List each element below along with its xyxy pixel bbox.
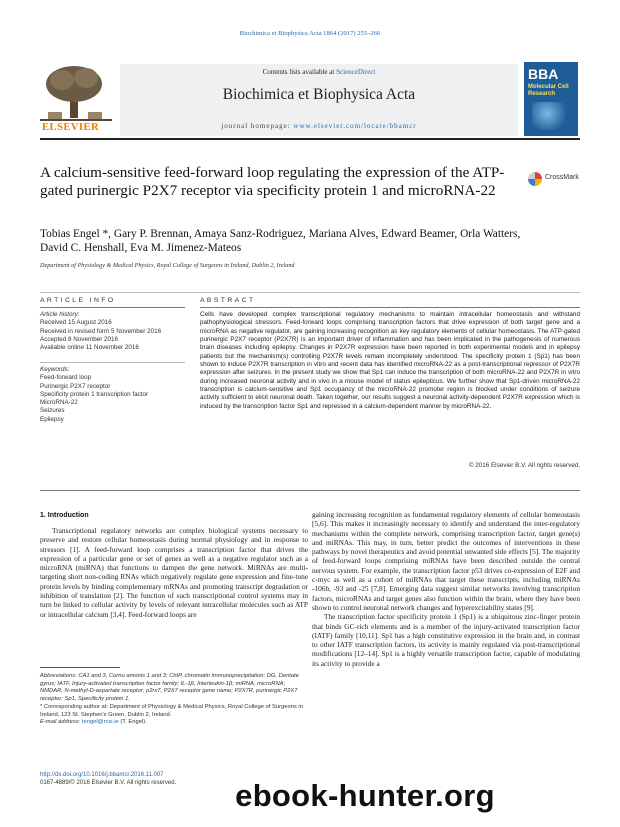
contents-line bbox=[120, 68, 518, 76]
affiliation-divider bbox=[40, 292, 580, 293]
keyword-item: Seizures bbox=[40, 407, 65, 415]
homepage-prefix: journal homepage: bbox=[221, 122, 294, 130]
journal-homepage bbox=[120, 122, 518, 130]
masthead-divider bbox=[40, 138, 580, 140]
cover-title: BBA bbox=[528, 66, 559, 82]
keyword-item: Feed-forward loop bbox=[40, 374, 92, 382]
corresponding-author-footnote: * Corresponding author at: Department of Physiology & Medical Physics, Royal College of Surgeons in Ireland, 123 St. Stephen's Green, Dublin 2, Ireland. bbox=[40, 703, 303, 718]
email-footnote bbox=[40, 719, 308, 727]
article-title: A calcium-sensitive feed-forward loop regulating the expression of the ATP-gated purinergic P2X7 receptor via specificity protein 1 and microRNA-22 bbox=[40, 164, 505, 199]
section-heading-introduction: 1. Introduction bbox=[40, 512, 89, 519]
journal-cover-thumbnail bbox=[524, 62, 578, 136]
email-link[interactable]: tengel@rcsi.ie bbox=[81, 719, 119, 726]
journal-title: Biochimica et Biophysica Acta bbox=[222, 86, 416, 103]
article-history bbox=[40, 311, 190, 352]
keyword-item: Specificity protein 1 transcription factor bbox=[40, 390, 149, 398]
footnote-rule bbox=[40, 667, 120, 668]
email-label: E-mail address: bbox=[40, 719, 82, 726]
authors-line-2: David C. Henshall, Eva M. Jimenez-Mateos bbox=[40, 242, 242, 254]
doi-link[interactable]: http://dx.doi.org/10.1016/j.bbamcr.2016.11.007 bbox=[40, 772, 164, 778]
crossmark-label: CrossMark bbox=[545, 174, 579, 181]
history-revised: Received in revised form 5 November 2016 bbox=[40, 327, 162, 335]
history-online: Available online 11 November 2016 bbox=[40, 344, 139, 352]
keywords-label: Keywords: bbox=[40, 366, 70, 373]
abstract-rule bbox=[200, 307, 580, 308]
authors-line-1: Tobias Engel *, Gary P. Brennan, Amaya Sanz-Rodriguez, Mariana Alves, Edward Beamer, Orla Watters, bbox=[40, 228, 521, 240]
cover-artwork bbox=[532, 102, 570, 130]
keyword-item: Epilepsy bbox=[40, 415, 64, 423]
intro-paragraph: gaining increasing recognition as fundamental regulatory elements of cellular homeostasis [5,6]. This makes it increasingly necessary to identify and understand the inter-regulatory mechanisms within the complete network, comprising transcription factor, target gene(s) and miRNAs. This may, in turn, better predict the outcomes of interventions in these pathways by novel therapeutics and avoid potential unwanted side effects [5]. The majority of feed-forward loops comprising miRNAs have been described outside the central nervous system. For example, the transcription factor p53 drives co-expression of E2F and c-myc as well as a cohort of miRNAs that target these transcripts, including miRNAs -106b, -93 and -25 [7,8]. Emerging data suggest similar networks involving transcription factors, microRNAs and target genes also function within the brain, where they have been shown to control neuronal network changes and hyperexcitability states [9]. bbox=[312, 510, 580, 612]
crossmark-badge[interactable] bbox=[528, 172, 588, 186]
keywords-rule bbox=[40, 362, 185, 363]
abstract-heading: ABSTRACT bbox=[200, 297, 256, 304]
intro-right-column bbox=[312, 510, 580, 668]
history-label: Article history: bbox=[40, 311, 80, 318]
abstract-text: Cells have developed complex transcriptional regulatory mechanisms to maintain intracellular homeostasis and withstand pathophysiological stressors. Feed-forward loops comprising transcription factors that drive expression of both target gene and a microRNA as negative regulator, are gaining increasing recognition as key regulatory elements of cellular homeostasis. The ATP-gated purinergic P2X7 receptor (P2X7R) is an important driver of inflammation and has been implicated in the pathogenesis of numerous brain diseases including epilepsy. Changes in P2X7R expression have been reported in both experimental models and in epilepsy patients but the mechanism(s) controlling P2X7R levels remain incompletely understood. The specificity protein 1 (Sp1) has been shown to induce P2X7R transcription in vitro and recent data has identified microRNA-22 as a post-transcriptional repressor of P2X7R expression after seizures. In the present study we show that Sp1 can induce the transcription of both microRNA-22 and P2X7R in vitro during increased neuronal activity and in vivo in a mouse model of status epilepticus. We further show that Sp1-driven microRNA-22 transcription is calcium-sensitive and Sp1 occupancy of the microRNA-22 promoter region is blocked under conditions of seizure activity sufficient to elicit neuronal death. Taken together, our results suggest a neuronal activity-dependent P2X7R expression which is induced by the transcription factor Sp1 and repressed in a calcium-dependent manner by microRNA-22. bbox=[200, 311, 580, 410]
history-received: Received 15 August 2016 bbox=[40, 319, 112, 327]
intro-paragraph: The transcription factor specificity protein 1 (Sp1) is a ubiquitous zinc-finger protein that binds GC-rich elements and is a member of the injury-activated transcription factor (IATF) family [10,11]. Sp1 has a high constitutive expression in the brain and, in contrast to other IATF transcription factors, its activity is mainly regulated via post-transcriptional modifications [12–14]. Sp1 is a highly versatile transcription factor, capable of modulating its activity to provide a bbox=[312, 612, 580, 668]
keyword-item: Purinergic P2X7 receptor bbox=[40, 382, 111, 390]
abstract-copyright: © 2016 Elsevier B.V. All rights reserved. bbox=[468, 462, 580, 469]
journal-citation: Biochimica et Biophysica Acta 1864 (2017) 255–266 bbox=[239, 30, 381, 37]
watermark: ebook-hunter.org bbox=[235, 778, 495, 813]
footnotes bbox=[40, 673, 308, 727]
article-info-heading: ARTICLE INFO bbox=[40, 297, 116, 304]
affiliation: Department of Physiology & Medical Physics, Royal College of Surgeons in Ireland, Dublin 2, Ireland bbox=[40, 262, 295, 269]
homepage-link[interactable]: www.elsevier.com/locate/bbamcr bbox=[293, 122, 417, 130]
crossmark-icon bbox=[528, 172, 542, 186]
masthead bbox=[40, 62, 580, 138]
email-suffix: (T. Engel). bbox=[118, 719, 147, 726]
author-list bbox=[40, 227, 580, 255]
journal-header-box bbox=[120, 64, 518, 136]
elsevier-wordmark: ELSEVIER bbox=[42, 122, 100, 133]
abstract-bottom-rule bbox=[40, 490, 580, 491]
article-info-rule bbox=[40, 307, 185, 308]
keywords-block bbox=[40, 366, 190, 424]
cover-subtitle: Molecular Cell Research bbox=[528, 84, 569, 97]
history-accepted: Accepted 8 November 2016 bbox=[40, 335, 119, 343]
sciencedirect-link[interactable]: ScienceDirect bbox=[336, 68, 376, 76]
keyword-item: MicroRNA-22 bbox=[40, 399, 78, 407]
abbreviations-footnote: Abbreviations: CA1 and 3, Cornu amonis 1 and 3; ChIP, chromatin immunoprecipitation; DG, Dentate gyrus; IATF, Injury-activated transcription factor family; IL-1β, Interleukin-1β; miRNA, microRNA; NMDAR, N-methyl-D-aspartate receptor; p2rx7, P2X7 receptor gene name; P2X7R, purinergic P2X7 receptor; Sp1, Specificity protein 1. bbox=[40, 673, 299, 703]
intro-left-column: Transcriptional regulatory networks are complex biological systems necessary to preserve and restore cellular homeostasis during normal physiology and in response to stressors [1]. A feed-forward loop comprises a transcription factor that drives the expression of a particular gene or set of genes as well as a negative regulator such as a microRNA (miRNA) that functions to dampen the gene network. MiRNAs are multi-targeting short non-coding RNAs which negatively regulate gene expression and fine-tune protein levels by binding complementary mRNAs and promoting transcript degradation or inhibition of translation [2]. The function of such transcriptional control systems may in turn be linked to cellular activity by levels of relevant intracellular molecules such as ATP or intracellular calcium [3,4]. Feed-forward loops are bbox=[40, 526, 308, 619]
contents-prefix: Contents lists available at bbox=[262, 68, 337, 76]
issn-line: 0167-4889/© 2016 Elsevier B.V. All rights reserved. bbox=[40, 779, 177, 786]
